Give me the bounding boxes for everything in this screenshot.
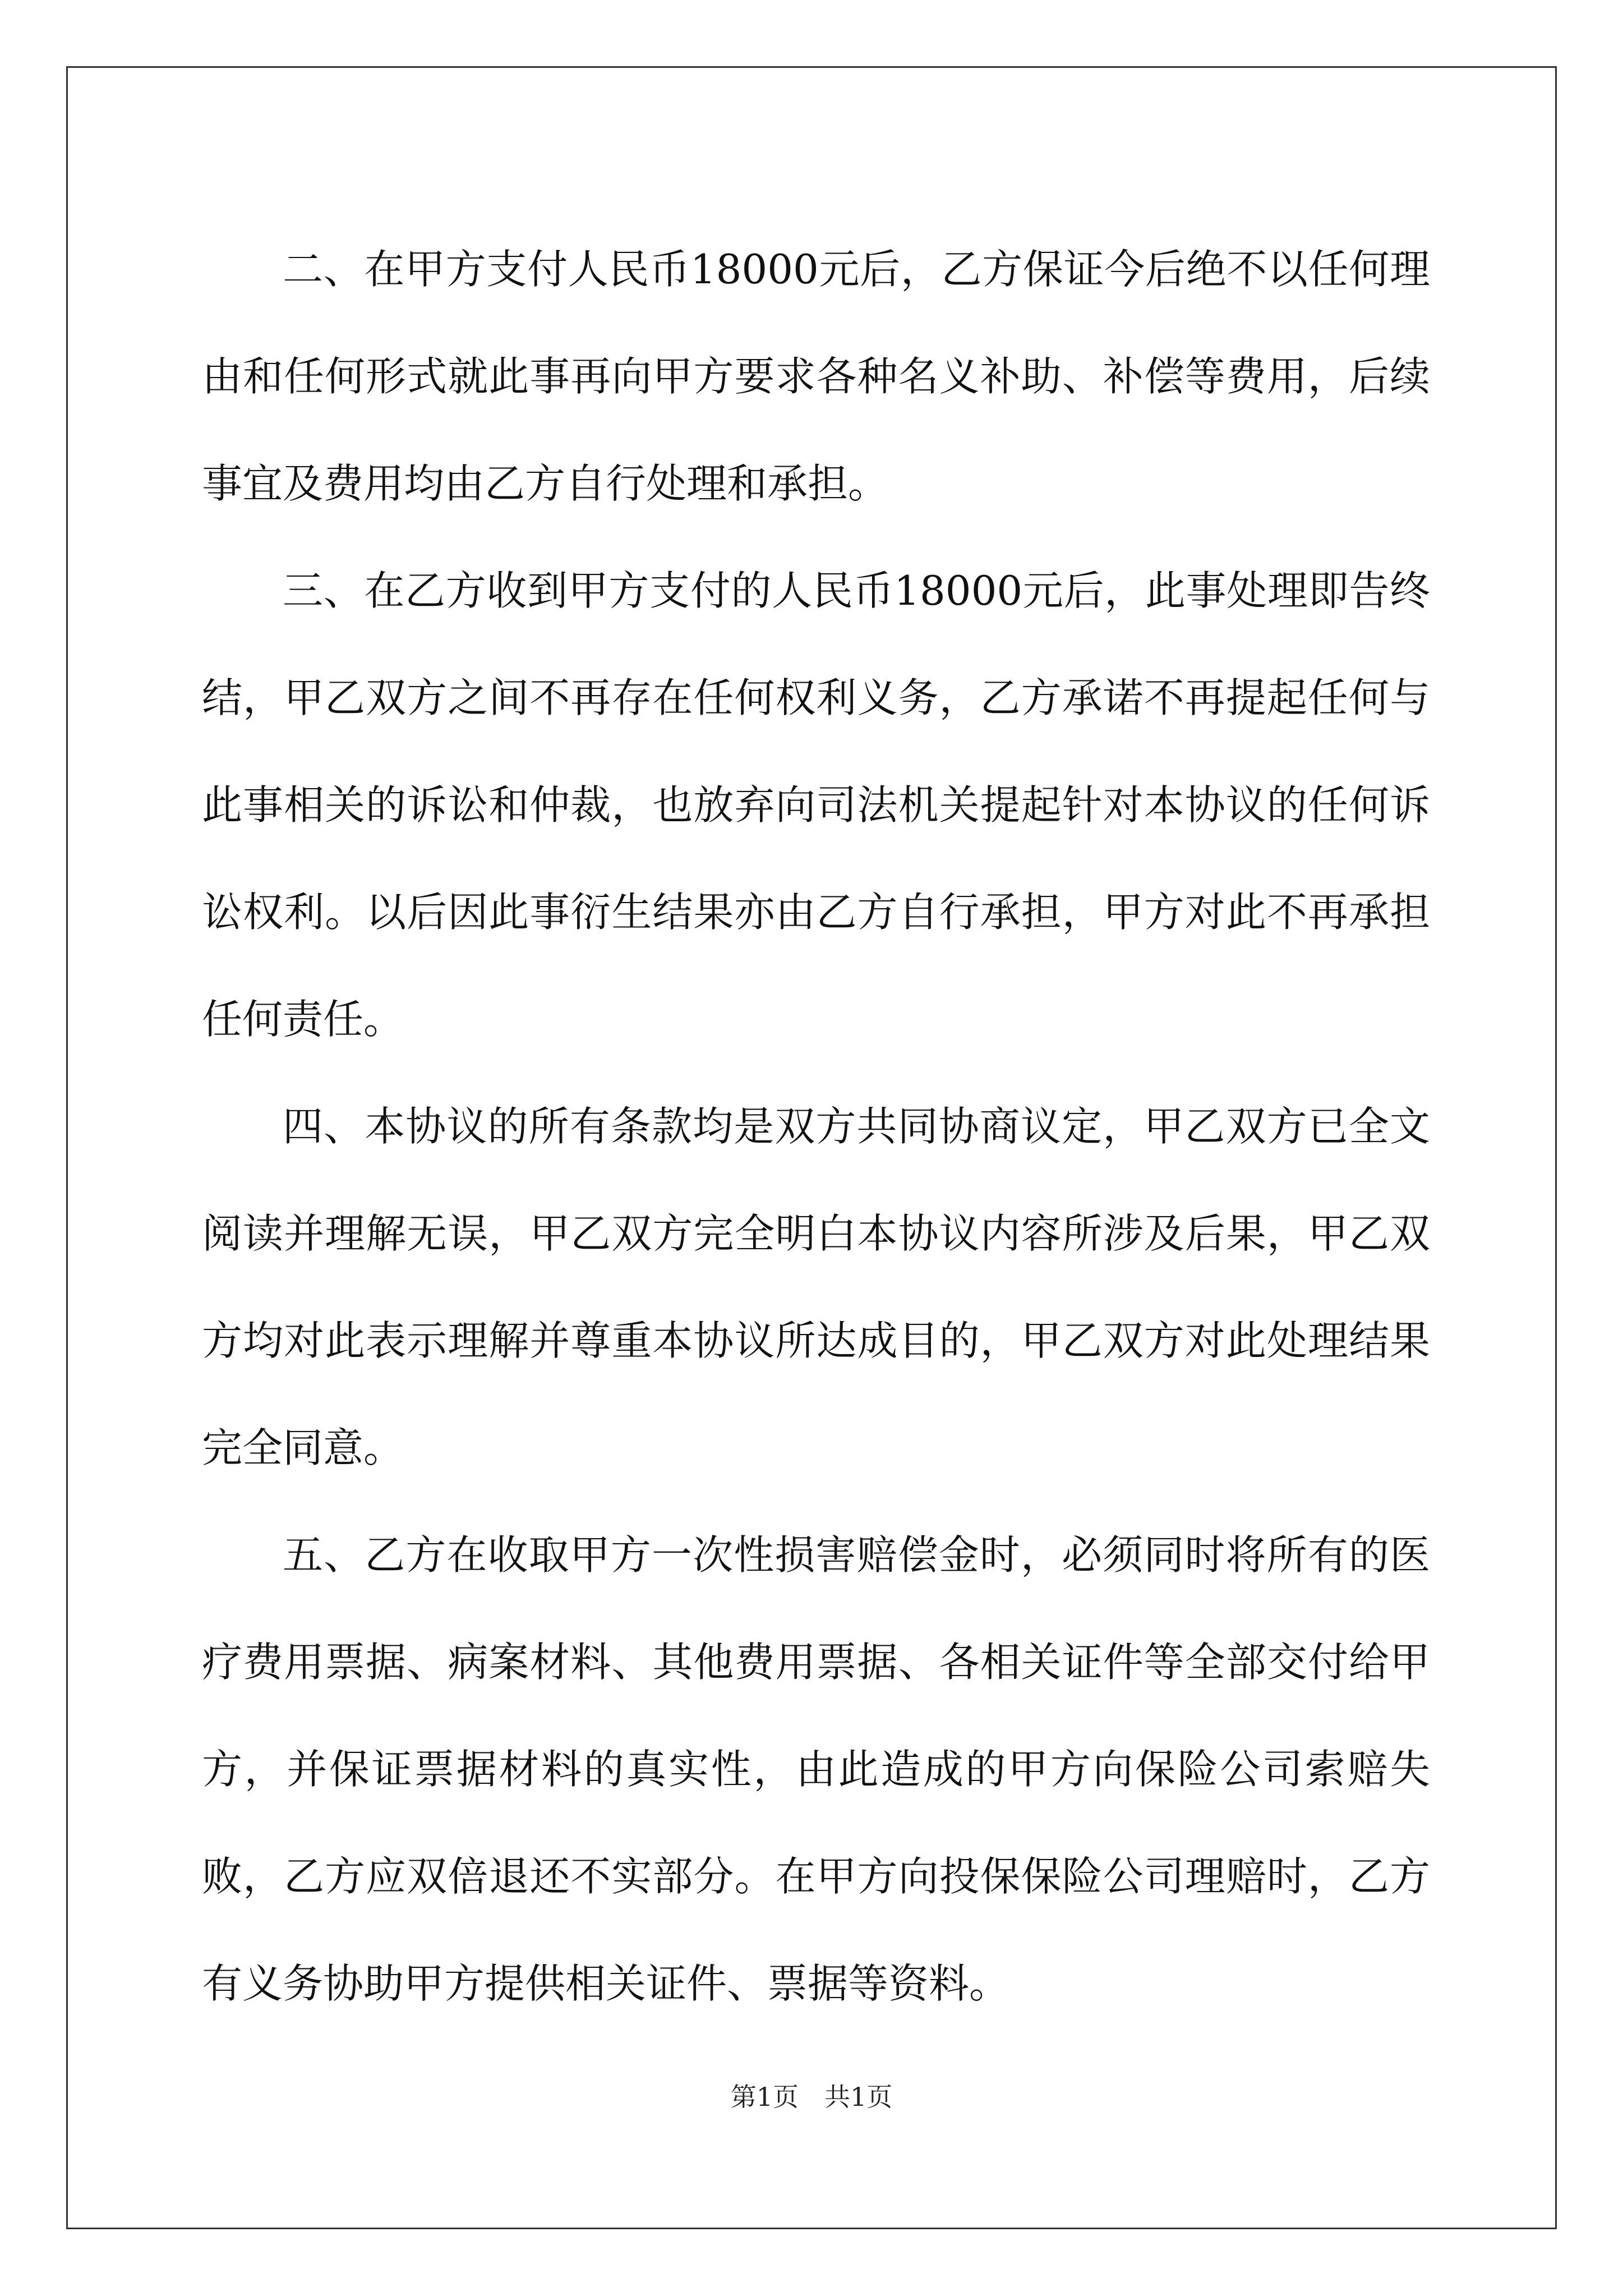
document-body	[202, 216, 1430, 2037]
page-number-footer: 第1页 共1页	[730, 2082, 893, 2112]
clause-3: 三、在乙方收到甲方支付的人民币18000元后，此事处理即告终结，甲乙双方之间不再存在任何权利义务，乙方承诺不再提起任何与此事相关的诉讼和仲裁，也放弃向司法机关提起针对本协议的任何诉讼权利。以后因此事衍生结果亦由乙方自行承担，甲方对此不再承担任何责任。	[202, 567, 1430, 1043]
clause-5: 五、乙方在收取甲方一次性损害赔偿金时，必须同时将所有的医疗费用票据、病案材料、其他费用票据、各相关证件等全部交付给甲方，并保证票据材料的真实性，由此造成的甲方向保险公司索赔失败，乙方应双倍退还不实部分。在甲方向投保保险公司理赔时，乙方有义务协助甲方提供相关证件、票据等资料。	[202, 1531, 1430, 2007]
clause-4: 四、本协议的所有条款均是双方共同协商议定，甲乙双方已全文阅读并理解无误，甲乙双方完全明白本协议内容所涉及后果，甲乙双方均对此表示理解并尊重本协议所达成目的，甲乙双方对此处理结果完全同意。	[202, 1103, 1430, 1471]
clause-2: 二、在甲方支付人民币18000元后，乙方保证今后绝不以任何理由和任何形式就此事再向甲方要求各种名义补助、补偿等费用，后续事宜及费用均由乙方自行处理和承担。	[202, 246, 1430, 507]
